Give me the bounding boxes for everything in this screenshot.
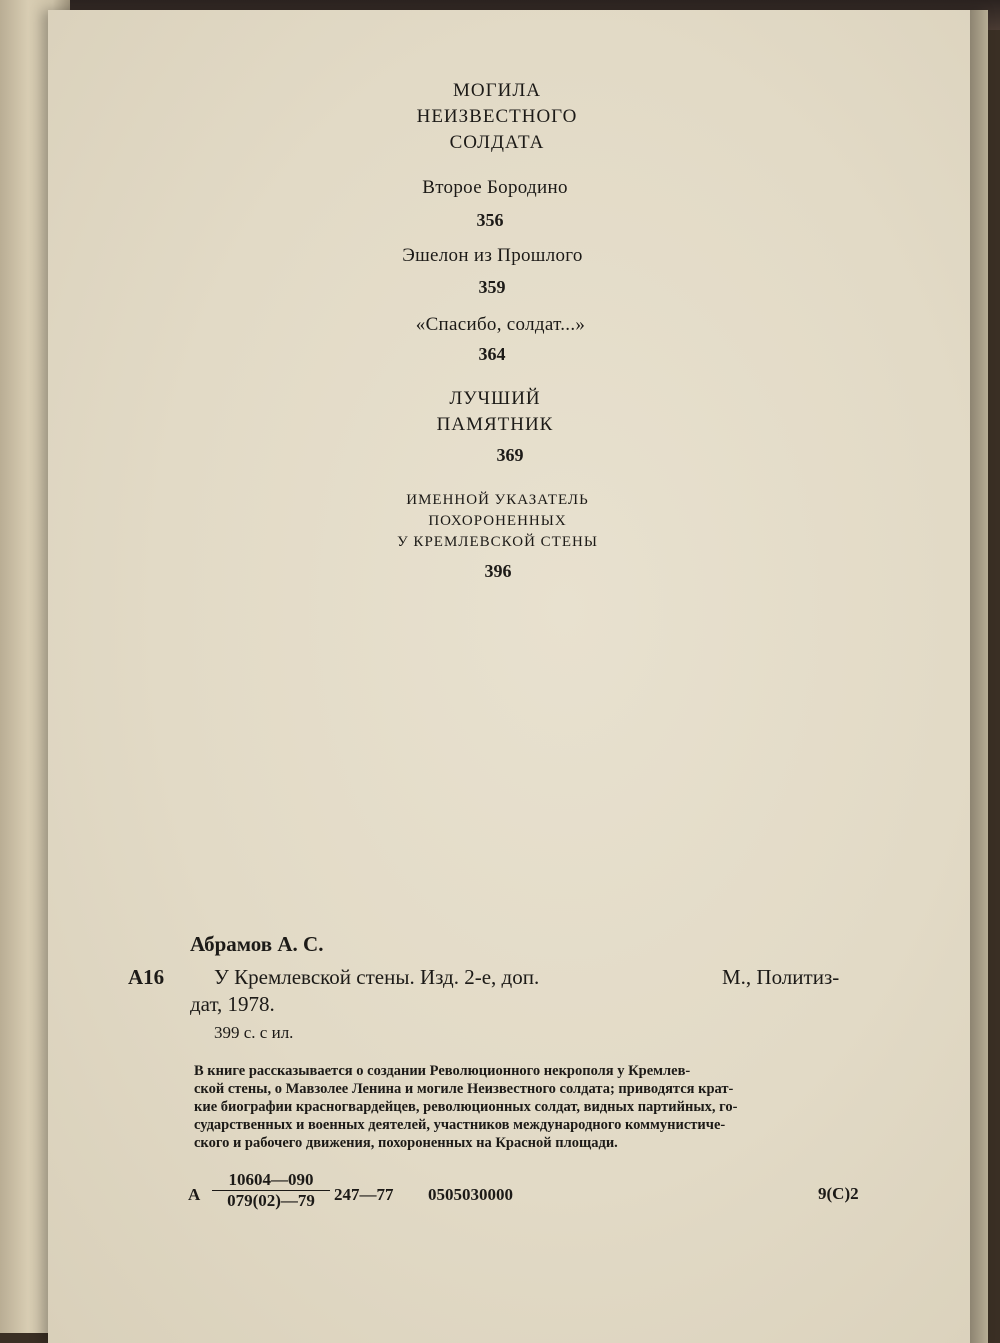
code-numerator: 10604—090: [228, 1170, 314, 1189]
catalog-author: Абрамов А. С.: [190, 932, 324, 956]
toc-entry-page: 356: [476, 210, 504, 230]
toc-entry-title: Эшелон из Прошлого: [402, 245, 583, 266]
section-title-index: ИМЕННОЙ УКАЗАТЕЛЬ ПОХОРОНЕННЫХ У КРЕМЛЕВСКОЙ СТЕНЫ: [397, 492, 598, 550]
toc-entry-page: 359: [478, 277, 506, 297]
catalog-pages: 399 с. с ил.: [214, 1023, 294, 1042]
catalog-publisher-year: дат, 1978.: [190, 992, 275, 1016]
bbk-code: 9(С)2: [818, 1184, 859, 1203]
toc-entry-title: «Спасибо, солдат...»: [415, 314, 586, 335]
section-page-index: 396: [484, 561, 512, 581]
toc-entry-title: Второе Бородино: [422, 177, 568, 198]
code-prefix: А: [188, 1185, 201, 1204]
toc-entry-page: 364: [478, 344, 506, 364]
section-title-tomb: МОГИЛА НЕИЗВЕСТНОГО СОЛДАТА: [416, 80, 578, 153]
catalog-index: А16: [128, 965, 165, 989]
page-right-edge: [970, 10, 988, 1343]
catalog-annotation: В книге рассказывается о создании Революционного некрополя у Кремлев- ской стены, о Мавзолее Ленина и могиле Неизвестного солдата; приводятся крат- кие биографии красногвардейцев, революционных солдат, видных партийных, го- сударственных и военных деятелей, участников международного коммунистиче- ского и рабочего движения, похороненных на Красной площади.: [194, 1063, 738, 1151]
code-serial: 0505030000: [428, 1185, 513, 1204]
code-247: 247—77: [334, 1185, 394, 1204]
code-denominator: 079(02)—79: [227, 1191, 315, 1210]
code-fraction: [212, 1170, 330, 1211]
section-page-monument: 369: [496, 445, 524, 465]
catalog-title: У Кремлевской стены. Изд. 2-е, доп.: [214, 965, 540, 989]
section-title-monument: ЛУЧШИЙ ПАМЯТНИК: [436, 388, 554, 435]
catalog-publisher: М., Политиз-: [722, 965, 840, 989]
